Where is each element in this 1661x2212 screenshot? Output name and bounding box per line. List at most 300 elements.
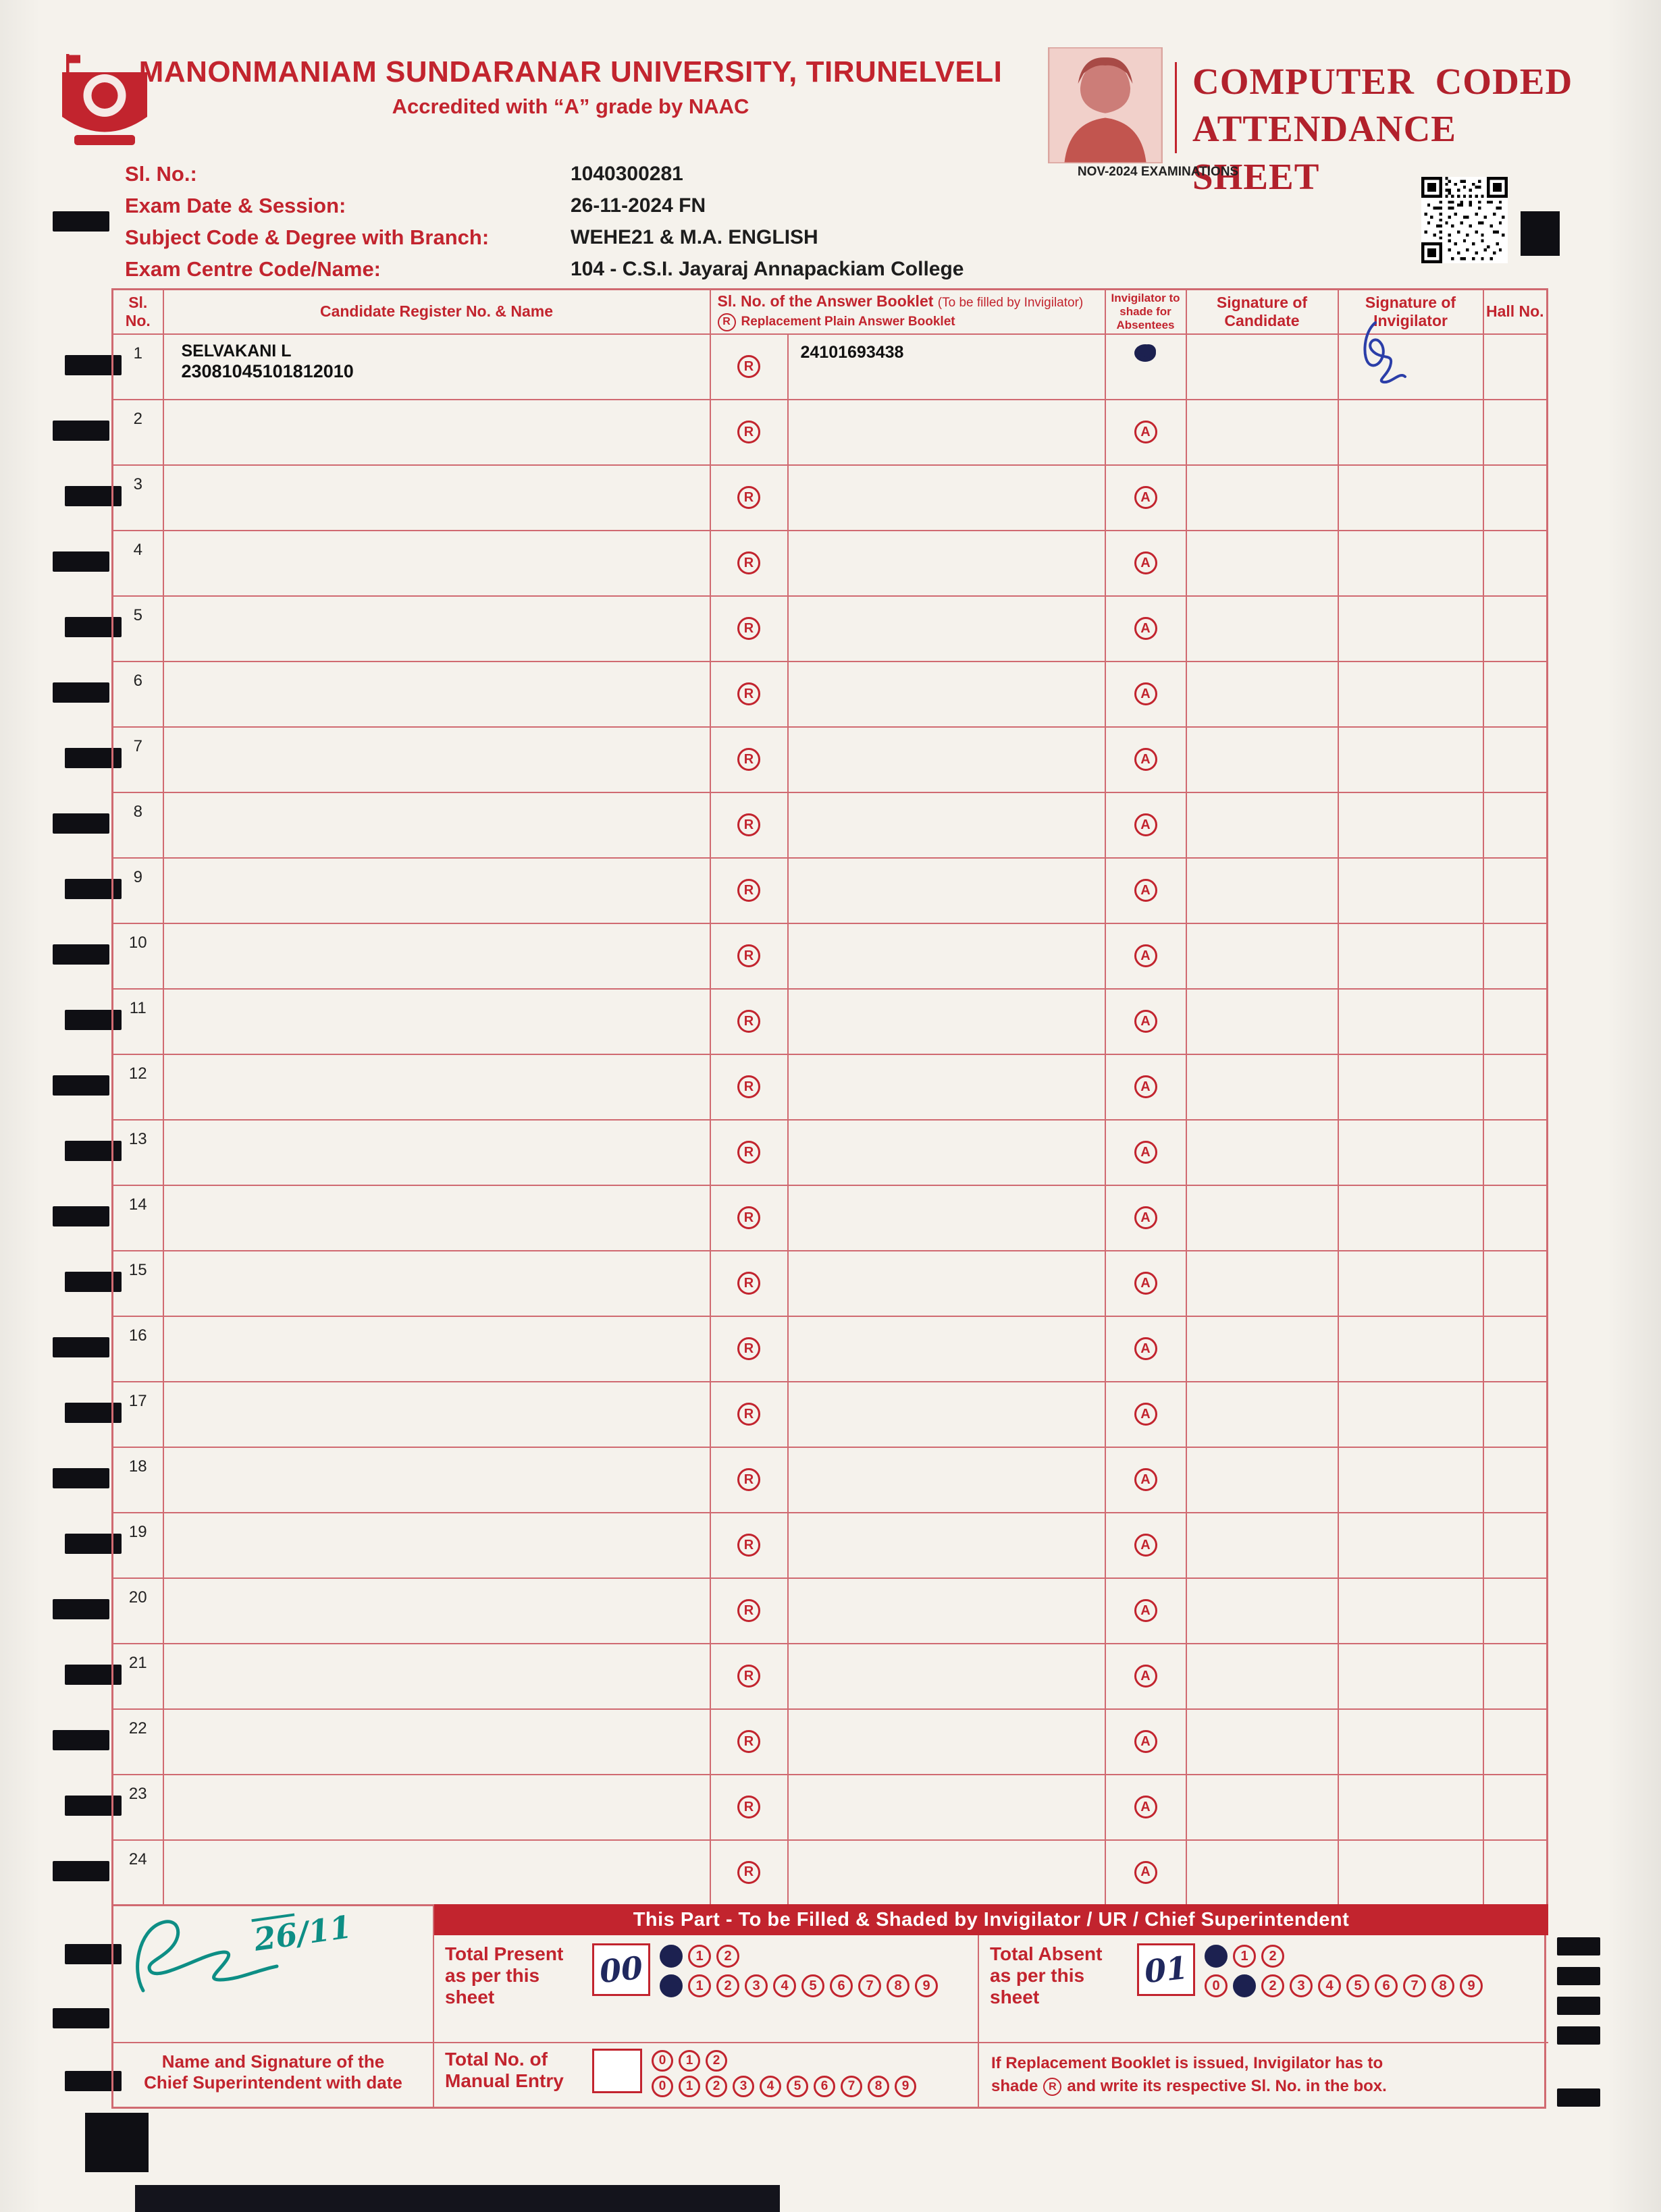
- bubble-digit-9: 9: [895, 2076, 916, 2097]
- col-header-hall-no: Hall No.: [1483, 290, 1548, 334]
- row-candidate-cell: [163, 1316, 710, 1382]
- omr-timing-mark: [53, 2008, 109, 2028]
- row-replacement-cell: [710, 858, 788, 923]
- field-label: Subject Code & Degree with Branch:: [125, 225, 490, 249]
- booklet-header-main: Sl. No. of the Answer Booklet: [717, 292, 934, 310]
- row-hall-no-cell: [1483, 1382, 1548, 1447]
- row-sl-no: 2: [113, 400, 163, 465]
- row-candidate-cell: [163, 1775, 710, 1840]
- absentee-a-icon: A: [1134, 1599, 1157, 1622]
- row-sig-candidate-cell: [1186, 1709, 1338, 1775]
- omr-timing-mark: [53, 944, 109, 965]
- row-sl-no: 23: [113, 1775, 163, 1840]
- omr-timing-mark: [53, 1075, 109, 1096]
- row-hall-no-cell: [1483, 1644, 1548, 1709]
- absentee-a-icon: A: [1134, 748, 1157, 771]
- row-absentee-cell: [1105, 596, 1186, 662]
- row-absentee-cell: [1105, 531, 1186, 596]
- absentee-a-icon: A: [1134, 1403, 1157, 1426]
- bubble-digit-8: 8: [868, 2076, 889, 2097]
- bubble-digit-3: 3: [745, 1974, 768, 1997]
- row-hall-no-cell: [1483, 923, 1548, 989]
- field-value: WEHE21 & M.A. ENGLISH: [571, 225, 818, 248]
- accreditation-line: Accredited with “A” grade by NAAC: [392, 95, 749, 118]
- replacement-r-icon: R: [737, 421, 760, 443]
- chief-signature-area: [113, 1904, 434, 2042]
- row-absentee-cell: [1105, 792, 1186, 858]
- absentee-a-icon: A: [1134, 1665, 1157, 1688]
- replacement-r-icon: R: [737, 879, 760, 902]
- row-hall-no-cell: [1483, 1578, 1548, 1644]
- row-candidate-cell: [163, 334, 710, 400]
- row-replacement-cell: [710, 400, 788, 465]
- row-booklet-cell: [788, 1185, 1105, 1251]
- row-booklet-cell: [788, 1054, 1105, 1120]
- replacement-r-icon: R: [737, 617, 760, 640]
- total-absent-value-box: [1137, 1943, 1195, 1996]
- row-sl-no: 16: [113, 1316, 163, 1382]
- omr-timing-mark: [1557, 2088, 1600, 2107]
- bubble-digit-6: 6: [814, 2076, 835, 2097]
- replacement-r-icon: R: [737, 1796, 760, 1818]
- total-absent-section: [978, 1935, 1548, 2042]
- row-candidate-cell: [163, 1578, 710, 1644]
- row-sl-no: 7: [113, 727, 163, 792]
- row-replacement-cell: [710, 334, 788, 400]
- row-candidate-cell: [163, 1709, 710, 1775]
- bubble-digit-7: 7: [841, 2076, 862, 2097]
- bubble-digit-0: 0: [652, 2076, 673, 2097]
- replacement-r-icon: R: [737, 1075, 760, 1098]
- row-booklet-cell: [788, 1120, 1105, 1185]
- row-booklet-cell: [788, 1578, 1105, 1644]
- row-booklet-cell: [788, 596, 1105, 662]
- absentee-a-icon: A: [1134, 551, 1157, 574]
- row-replacement-cell: [710, 1578, 788, 1644]
- row-candidate-cell: [163, 1513, 710, 1578]
- bubble-digit-7: 7: [858, 1974, 881, 1997]
- candidate-table-body: [113, 334, 1548, 1906]
- row-absentee-cell: [1105, 923, 1186, 989]
- absentee-a-icon: A: [1134, 1861, 1157, 1884]
- replacement-r-icon: R: [737, 813, 760, 836]
- row-absentee-cell: [1105, 989, 1186, 1054]
- omr-timing-mark: [53, 1599, 109, 1619]
- row-absentee-cell: [1105, 334, 1186, 400]
- bubble-digit-1: 1: [679, 2050, 700, 2072]
- candidate-row: [113, 1644, 1548, 1709]
- row-hall-no-cell: [1483, 1185, 1548, 1251]
- bubble-digit-0: [660, 1945, 683, 1968]
- row-sig-candidate-cell: [1186, 662, 1338, 727]
- bubble-digit-1: [1233, 1974, 1256, 1997]
- row-sl-no: 9: [113, 858, 163, 923]
- omr-timing-mark: [53, 813, 109, 834]
- row-absentee-cell: [1105, 727, 1186, 792]
- booklet-header-note: (To be filled by Invigilator): [937, 295, 1084, 310]
- row-booklet-cell: [788, 531, 1105, 596]
- invigilator-summary-section: [111, 1904, 1546, 2109]
- chief-caption: Name and Signature of the Chief Superintendent with date: [113, 2042, 434, 2107]
- candidate-row: [113, 1447, 1548, 1513]
- row-sig-candidate-cell: [1186, 400, 1338, 465]
- row-replacement-cell: [710, 1054, 788, 1120]
- row-sig-candidate-cell: [1186, 1644, 1338, 1709]
- replacement-r-icon: R: [737, 551, 760, 574]
- row-sl-no: 24: [113, 1840, 163, 1906]
- row-hall-no-cell: [1483, 1316, 1548, 1382]
- field-label: Exam Centre Code/Name:: [125, 257, 381, 281]
- candidate-row: [113, 531, 1548, 596]
- candidate-row: [113, 400, 1548, 465]
- replacement-r-icon: R: [737, 682, 760, 705]
- replacement-r-icon: R: [737, 486, 760, 509]
- row-absentee-cell: [1105, 1185, 1186, 1251]
- row-sig-candidate-cell: [1186, 334, 1338, 400]
- replacement-r-icon: R: [737, 1534, 760, 1557]
- row-sig-invigilator-cell: [1338, 989, 1483, 1054]
- row-absentee-cell: [1105, 1709, 1186, 1775]
- omr-timing-mark: [1557, 1967, 1600, 1985]
- field-value: 26-11-2024 FN: [571, 194, 706, 217]
- col-header-absentees: Invigilator to shade for Absentees: [1105, 290, 1186, 334]
- row-sig-candidate-cell: [1186, 465, 1338, 531]
- row-sig-candidate-cell: [1186, 1120, 1338, 1185]
- row-hall-no-cell: [1483, 1447, 1548, 1513]
- absentee-a-icon: A: [1134, 879, 1157, 902]
- replacement-r-icon: R: [737, 1861, 760, 1884]
- row-sig-invigilator-cell: [1338, 1120, 1483, 1185]
- row-sig-invigilator-cell: [1338, 1840, 1483, 1906]
- candidate-row: [113, 1054, 1548, 1120]
- row-candidate-cell: [163, 858, 710, 923]
- row-sig-invigilator-cell: [1338, 1709, 1483, 1775]
- row-candidate-cell: [163, 1185, 710, 1251]
- row-sl-no: 12: [113, 1054, 163, 1120]
- row-booklet-cell: [788, 1382, 1105, 1447]
- row-absentee-cell: [1105, 1120, 1186, 1185]
- row-replacement-cell: [710, 1840, 788, 1906]
- bubble-digit-6: 6: [830, 1974, 853, 1997]
- row-sig-invigilator-cell: [1338, 662, 1483, 727]
- bubble-digit-9: 9: [1460, 1974, 1483, 1997]
- candidate-row: [113, 596, 1548, 662]
- row-sig-invigilator-cell: [1338, 1251, 1483, 1316]
- row-booklet-cell: [788, 923, 1105, 989]
- exam-session-label: NOV-2024 EXAMINATIONS: [1077, 165, 1239, 179]
- total-absent-handwritten: 01: [1142, 1949, 1190, 1991]
- row-sig-candidate-cell: [1186, 531, 1338, 596]
- row-sl-no: 22: [113, 1709, 163, 1775]
- meta-row-exam-date: [125, 190, 1138, 221]
- booklet-header-sub: Replacement Plain Answer Booklet: [741, 315, 955, 329]
- row-hall-no-cell: [1483, 1709, 1548, 1775]
- row-hall-no-cell: [1483, 1251, 1548, 1316]
- bubble-digit-6: 6: [1375, 1974, 1398, 1997]
- row-replacement-cell: [710, 596, 788, 662]
- row-replacement-cell: [710, 1709, 788, 1775]
- row-hall-no-cell: [1483, 858, 1548, 923]
- bubble-digit-3: 3: [733, 2076, 754, 2097]
- row-absentee-cell: [1105, 1513, 1186, 1578]
- row-sl-no: 15: [113, 1251, 163, 1316]
- omr-timing-mark: [1557, 2026, 1600, 2045]
- row-booklet-cell: [788, 1447, 1105, 1513]
- replacement-r-icon: R: [737, 1141, 760, 1164]
- candidate-row: [113, 1840, 1548, 1906]
- replacement-r-icon: R: [737, 355, 760, 378]
- registration-mark-top-right: [1521, 211, 1560, 256]
- row-absentee-cell: [1105, 858, 1186, 923]
- row-sl-no: 10: [113, 923, 163, 989]
- bubble-digit-4: 4: [1318, 1974, 1341, 1997]
- absent-units-row: [1205, 1974, 1483, 1997]
- replacement-note: [978, 2043, 1548, 2107]
- candidate-row: [113, 989, 1548, 1054]
- candidate-row: [113, 662, 1548, 727]
- row-sl-no: 14: [113, 1185, 163, 1251]
- university-name: MANONMANIAM SUNDARANAR UNIVERSITY, TIRUNELVELI: [138, 55, 1003, 88]
- row-absentee-cell: [1105, 465, 1186, 531]
- portrait-photo: [1048, 47, 1163, 163]
- present-units-row: [660, 1974, 938, 1997]
- row-sig-candidate-cell: [1186, 1316, 1338, 1382]
- field-value: 104 - C.S.I. Jayaraj Annapackiam College: [571, 257, 964, 280]
- row-sl-no: 1: [113, 334, 163, 400]
- row-hall-no-cell: [1483, 1054, 1548, 1120]
- replacement-r-icon: R: [737, 1468, 760, 1491]
- present-tens-row: [660, 1945, 938, 1968]
- omr-timing-mark: [53, 1468, 109, 1488]
- row-booklet-cell: [788, 662, 1105, 727]
- total-present-section: [434, 1935, 978, 2042]
- row-booklet-cell: [788, 1775, 1105, 1840]
- manual-entry-value-box: [592, 2049, 642, 2093]
- candidate-row: [113, 923, 1548, 989]
- omr-timing-mark: [1557, 1997, 1600, 2015]
- row-absentee-cell: [1105, 1840, 1186, 1906]
- row-candidate-cell: [163, 923, 710, 989]
- absentee-a-icon: A: [1134, 1206, 1157, 1229]
- bubble-digit-5: 5: [801, 1974, 824, 1997]
- row-absentee-cell: [1105, 1775, 1186, 1840]
- row-sig-candidate-cell: [1186, 1840, 1338, 1906]
- absentee-a-icon: A: [1134, 813, 1157, 836]
- row-sl-no: 21: [113, 1644, 163, 1709]
- bubble-digit-1: 1: [688, 1974, 711, 1997]
- bubble-digit-0: 0: [1205, 1974, 1228, 1997]
- absentee-a-icon: A: [1134, 1534, 1157, 1557]
- attendance-table: [111, 288, 1548, 1906]
- candidate-row: [113, 1775, 1548, 1840]
- row-hall-no-cell: [1483, 334, 1548, 400]
- omr-timing-mark: [53, 211, 109, 232]
- absent-shaded-mark: [1106, 340, 1186, 369]
- bubble-digit-2: 2: [1261, 1974, 1284, 1997]
- manual-entry-section: [434, 2043, 978, 2107]
- bubble-digit-2: 2: [1261, 1945, 1284, 1968]
- row-sig-candidate-cell: [1186, 989, 1338, 1054]
- row-sig-candidate-cell: [1186, 1775, 1338, 1840]
- row-replacement-cell: [710, 923, 788, 989]
- qr-code: [1421, 177, 1508, 263]
- row-booklet-cell: [788, 465, 1105, 531]
- meta-row-exam-centre: [125, 253, 1138, 285]
- absentee-a-icon: A: [1134, 421, 1157, 443]
- omr-timing-mark: [53, 682, 109, 703]
- absentee-a-icon: A: [1134, 682, 1157, 705]
- candidate-row: [113, 792, 1548, 858]
- bubble-digit-0: [1205, 1945, 1228, 1968]
- row-hall-no-cell: [1483, 1120, 1548, 1185]
- registration-mark-bottom-left: [85, 2113, 149, 2172]
- meta-row-subject-code: [125, 221, 1138, 253]
- replacement-r-icon: R: [1043, 2078, 1061, 2096]
- row-hall-no-cell: [1483, 989, 1548, 1054]
- absentee-a-icon: A: [1134, 486, 1157, 509]
- row-candidate-cell: [163, 1382, 710, 1447]
- row-candidate-cell: [163, 531, 710, 596]
- row-sig-candidate-cell: [1186, 792, 1338, 858]
- candidate-row: [113, 465, 1548, 531]
- row-sig-invigilator-cell: [1338, 1316, 1483, 1382]
- row-sl-no: 8: [113, 792, 163, 858]
- row-sig-candidate-cell: [1186, 1251, 1338, 1316]
- row-sig-invigilator-cell: [1338, 465, 1483, 531]
- field-label: Exam Date & Session:: [125, 193, 346, 217]
- row-replacement-cell: [710, 531, 788, 596]
- row-candidate-cell: [163, 727, 710, 792]
- row-booklet-cell: [788, 334, 1105, 400]
- exam-meta-fields: [125, 158, 1138, 285]
- row-sig-invigilator-cell: [1338, 923, 1483, 989]
- totals-row: [434, 1935, 1548, 2042]
- absentee-a-icon: A: [1134, 1468, 1157, 1491]
- row-sig-candidate-cell: [1186, 596, 1338, 662]
- row-replacement-cell: [710, 465, 788, 531]
- omr-timing-mark: [53, 1730, 109, 1750]
- row-candidate-cell: [163, 465, 710, 531]
- bubble-digit-2: 2: [706, 2050, 727, 2072]
- row-sig-invigilator-cell: [1338, 727, 1483, 792]
- row-hall-no-cell: [1483, 1840, 1548, 1906]
- date-day: 26: [251, 1916, 300, 1958]
- booklet-number: 24101693438: [800, 342, 904, 362]
- omr-timing-mark: [53, 1206, 109, 1226]
- omr-timing-mark: [53, 551, 109, 572]
- footer-banner: This Part - To be Filled & Shaded by Invigilator / UR / Chief Superintendent: [434, 1904, 1548, 1935]
- bubble-digit-2: 2: [716, 1945, 739, 1968]
- candidate-name: SELVAKANI L: [181, 341, 292, 360]
- col-header-booklet: [710, 290, 1105, 334]
- row-replacement-cell: [710, 662, 788, 727]
- row-candidate-cell: [163, 596, 710, 662]
- absentee-a-icon: A: [1134, 1337, 1157, 1360]
- row-candidate-cell: [163, 1054, 710, 1120]
- row-sig-invigilator-cell: [1338, 1644, 1483, 1709]
- row-sig-invigilator-cell: [1338, 531, 1483, 596]
- bubble-digit-3: 3: [1290, 1974, 1313, 1997]
- row-absentee-cell: [1105, 662, 1186, 727]
- candidate-row: [113, 334, 1548, 400]
- candidate-row: [113, 727, 1548, 792]
- candidate-row: [113, 1251, 1548, 1316]
- omr-timing-mark: [53, 421, 109, 441]
- col-header-candidate: Candidate Register No. & Name: [163, 290, 710, 334]
- row-absentee-cell: [1105, 1447, 1186, 1513]
- row-booklet-cell: [788, 1709, 1105, 1775]
- row-sig-invigilator-cell: [1338, 792, 1483, 858]
- absentee-a-icon: A: [1134, 1141, 1157, 1164]
- absentee-a-icon: A: [1134, 1272, 1157, 1295]
- meta-row-sl-no: [125, 158, 1138, 190]
- row-hall-no-cell: [1483, 792, 1548, 858]
- row-replacement-cell: [710, 727, 788, 792]
- university-title-block: [111, 55, 1030, 119]
- row-booklet-cell: [788, 792, 1105, 858]
- total-absent-label: Total Absent as per this sheet: [990, 1943, 1103, 2008]
- row-booklet-cell: [788, 727, 1105, 792]
- row-sig-candidate-cell: [1186, 858, 1338, 923]
- bubble-digit-4: 4: [773, 1974, 796, 1997]
- row-replacement-cell: [710, 1775, 788, 1840]
- manual-units-row: [652, 2076, 916, 2097]
- row-replacement-cell: [710, 1185, 788, 1251]
- candidate-register-no: 23081045101812010: [181, 360, 354, 381]
- absentee-a-icon: A: [1134, 944, 1157, 967]
- row-booklet-cell: [788, 1513, 1105, 1578]
- row-candidate-cell: [163, 1840, 710, 1906]
- row-sl-no: 3: [113, 465, 163, 531]
- row-sig-invigilator-cell: [1338, 1578, 1483, 1644]
- row-replacement-cell: [710, 1382, 788, 1447]
- bubble-digit-9: 9: [915, 1974, 938, 1997]
- manual-entry-label: Total No. of Manual Entry: [445, 2049, 564, 2092]
- row-candidate-cell: [163, 989, 710, 1054]
- candidate-row: [113, 1316, 1548, 1382]
- row-sl-no: 4: [113, 531, 163, 596]
- row-sl-no: 11: [113, 989, 163, 1054]
- candidate-row: [113, 858, 1548, 923]
- col-header-sig-invigilator: Signature of Invigilator: [1338, 290, 1483, 334]
- row-sig-candidate-cell: [1186, 1054, 1338, 1120]
- field-label: Sl. No.:: [125, 161, 197, 186]
- candidate-row: [113, 1578, 1548, 1644]
- total-present-value-box: [592, 1943, 650, 1996]
- candidate-row: [113, 1709, 1548, 1775]
- row-candidate-cell: [163, 662, 710, 727]
- candidate-row: [113, 1120, 1548, 1185]
- row-booklet-cell: [788, 1840, 1105, 1906]
- row-hall-no-cell: [1483, 727, 1548, 792]
- row-sig-invigilator-cell: [1338, 334, 1483, 400]
- row-sl-no: 17: [113, 1382, 163, 1447]
- row-sig-invigilator-cell: [1338, 1382, 1483, 1447]
- row-sig-candidate-cell: [1186, 727, 1338, 792]
- sheet-title-line2: ATTENDANCE SHEET: [1192, 108, 1456, 197]
- bubble-digit-2: 2: [706, 2076, 727, 2097]
- replacement-r-icon: R: [737, 944, 760, 967]
- row-booklet-cell: [788, 1251, 1105, 1316]
- row-hall-no-cell: [1483, 465, 1548, 531]
- row-hall-no-cell: [1483, 596, 1548, 662]
- row-sl-no: 13: [113, 1120, 163, 1185]
- sheet-title-line1: COMPUTER CODED: [1192, 61, 1573, 102]
- row-candidate-cell: [163, 792, 710, 858]
- absentee-a-icon: A: [1134, 1010, 1157, 1033]
- bubble-digit-1: 1: [1233, 1945, 1256, 1968]
- row-sig-invigilator-cell: [1338, 1513, 1483, 1578]
